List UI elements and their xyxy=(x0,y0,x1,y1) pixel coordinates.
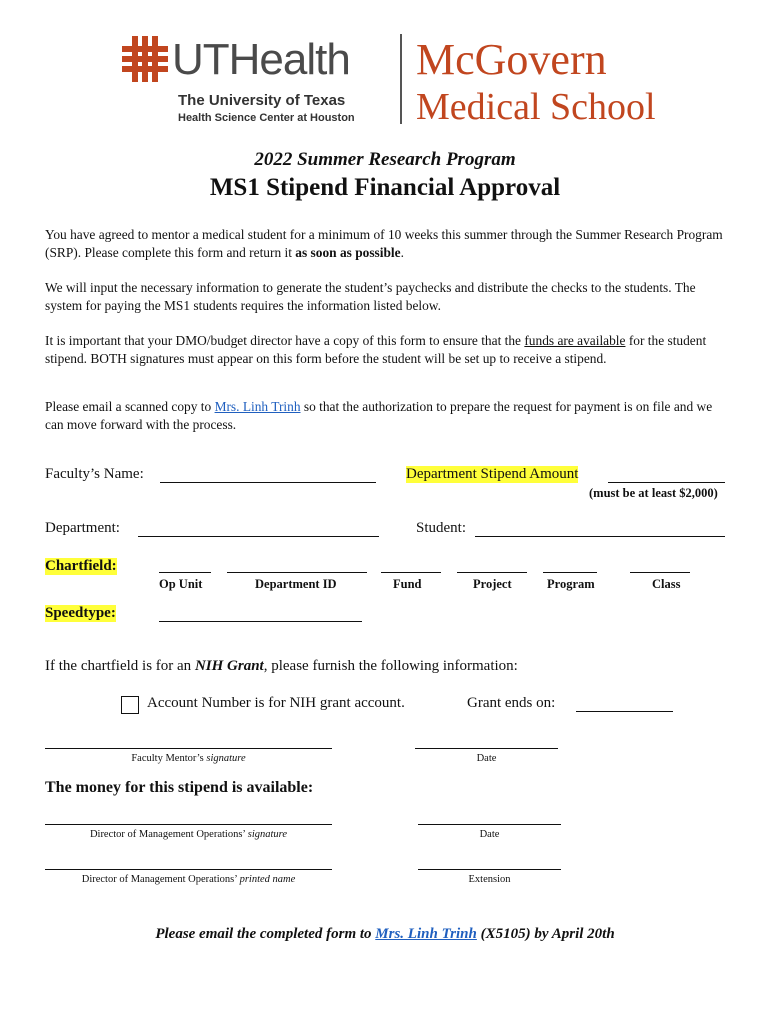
mentor-signature-caption: Faculty Mentor’s signature xyxy=(131,753,246,764)
mentor-date-line[interactable] xyxy=(415,748,558,749)
logo-divider xyxy=(400,34,402,124)
project-field[interactable] xyxy=(457,572,527,573)
email-paragraph: Please email a scanned copy to Mrs. Linh Trinh so that the authorization to prepare the request for payment is on file and we can move forward with the process. xyxy=(45,399,713,432)
dmo-printed-name-caption: Director of Management Operations’ printed name xyxy=(81,874,296,885)
paycheck-paragraph: We will input the necessary information to generate the student’s paychecks and distribute the checks to the students. The system for paying the MS1 students requires the information listed below. xyxy=(45,280,696,313)
chartfield-label: Chartfield: xyxy=(45,558,117,574)
speedtype-field[interactable] xyxy=(159,621,362,622)
mentor-date-caption: Date xyxy=(476,753,497,764)
dmo-date-caption: Date xyxy=(479,829,500,840)
op-unit-field[interactable] xyxy=(159,572,211,573)
chartfield-col-project: Project xyxy=(473,577,512,591)
faculty-name-label: Faculty’s Name: xyxy=(45,466,144,482)
dmo-signature-line[interactable] xyxy=(45,824,332,825)
student-label: Student: xyxy=(416,520,467,536)
ut-line1: The University of Texas xyxy=(178,92,346,109)
fund-field[interactable] xyxy=(381,572,441,573)
mcg-line1: McGovern xyxy=(416,35,607,84)
chartfield-col-op-unit: Op Unit xyxy=(159,577,203,591)
department-label: Department: xyxy=(45,520,120,536)
uthealth-emblem-icon xyxy=(122,36,168,82)
chartfield-col-class: Class xyxy=(652,577,681,591)
ut-name: UTHealth xyxy=(172,35,350,84)
chartfield-col-fund: Fund xyxy=(393,577,422,591)
footer-instruction: Please email the completed form to Mrs. Linh Trinh (X5105) by April 20th xyxy=(155,926,615,942)
class-field[interactable] xyxy=(630,572,690,573)
speedtype-label: Speedtype: xyxy=(45,605,116,621)
funds-paragraph: It is important that your DMO/budget director have a copy of this form to ensure that the funds are available for the student stipend. BOTH signatures must appear on this form before the student will be set up to receive a stipend. xyxy=(45,333,707,366)
grant-ends-field[interactable] xyxy=(576,711,673,712)
nih-checkbox-label: Account Number is for NIH grant account. xyxy=(147,695,405,711)
footer-linh-trinh-link[interactable]: Mrs. Linh Trinh xyxy=(375,926,477,942)
logo xyxy=(120,32,660,128)
extension-caption: Extension xyxy=(468,874,511,885)
chartfield-col-program: Program xyxy=(547,577,595,591)
department-field[interactable] xyxy=(138,536,379,537)
grant-ends-label: Grant ends on: xyxy=(467,695,556,711)
student-field[interactable] xyxy=(475,536,725,537)
faculty-name-field[interactable] xyxy=(160,482,376,483)
ut-line2: Health Science Center at Houston xyxy=(178,112,355,124)
intro-paragraph: You have agreed to mentor a medical student for a minimum of 10 weeks this summer through the Summer Research Program (SRP). Please complete this form and return it as soon as possible. xyxy=(45,227,723,260)
page-title: MS1 Stipend Financial Approval xyxy=(209,174,561,201)
subtitle: 2022 Summer Research Program xyxy=(254,149,516,170)
nih-instruction: If the chartfield is for an NIH Grant, please furnish the following information: xyxy=(45,658,518,674)
mcg-line2: Medical School xyxy=(416,86,656,128)
dmo-date-line[interactable] xyxy=(418,824,561,825)
mentor-signature-line[interactable] xyxy=(45,748,332,749)
money-available-heading: The money for this stipend is available: xyxy=(45,779,314,796)
dept-stipend-label: Department Stipend Amount xyxy=(406,466,579,482)
funds-available-link: funds are available xyxy=(524,333,626,348)
nih-checkbox[interactable] xyxy=(121,696,139,714)
chartfield-col-department-id: Department ID xyxy=(255,577,337,591)
program-field[interactable] xyxy=(543,572,597,573)
dept-stipend-field[interactable] xyxy=(608,482,725,483)
extension-line[interactable] xyxy=(418,869,561,870)
linh-trinh-link[interactable]: Mrs. Linh Trinh xyxy=(214,399,301,414)
min-amount-note: (must be at least $2,000) xyxy=(589,486,718,500)
dmo-signature-caption: Director of Management Operations’ signature xyxy=(89,829,288,840)
dmo-printed-name-line[interactable] xyxy=(45,869,332,870)
department-id-field[interactable] xyxy=(227,572,367,573)
